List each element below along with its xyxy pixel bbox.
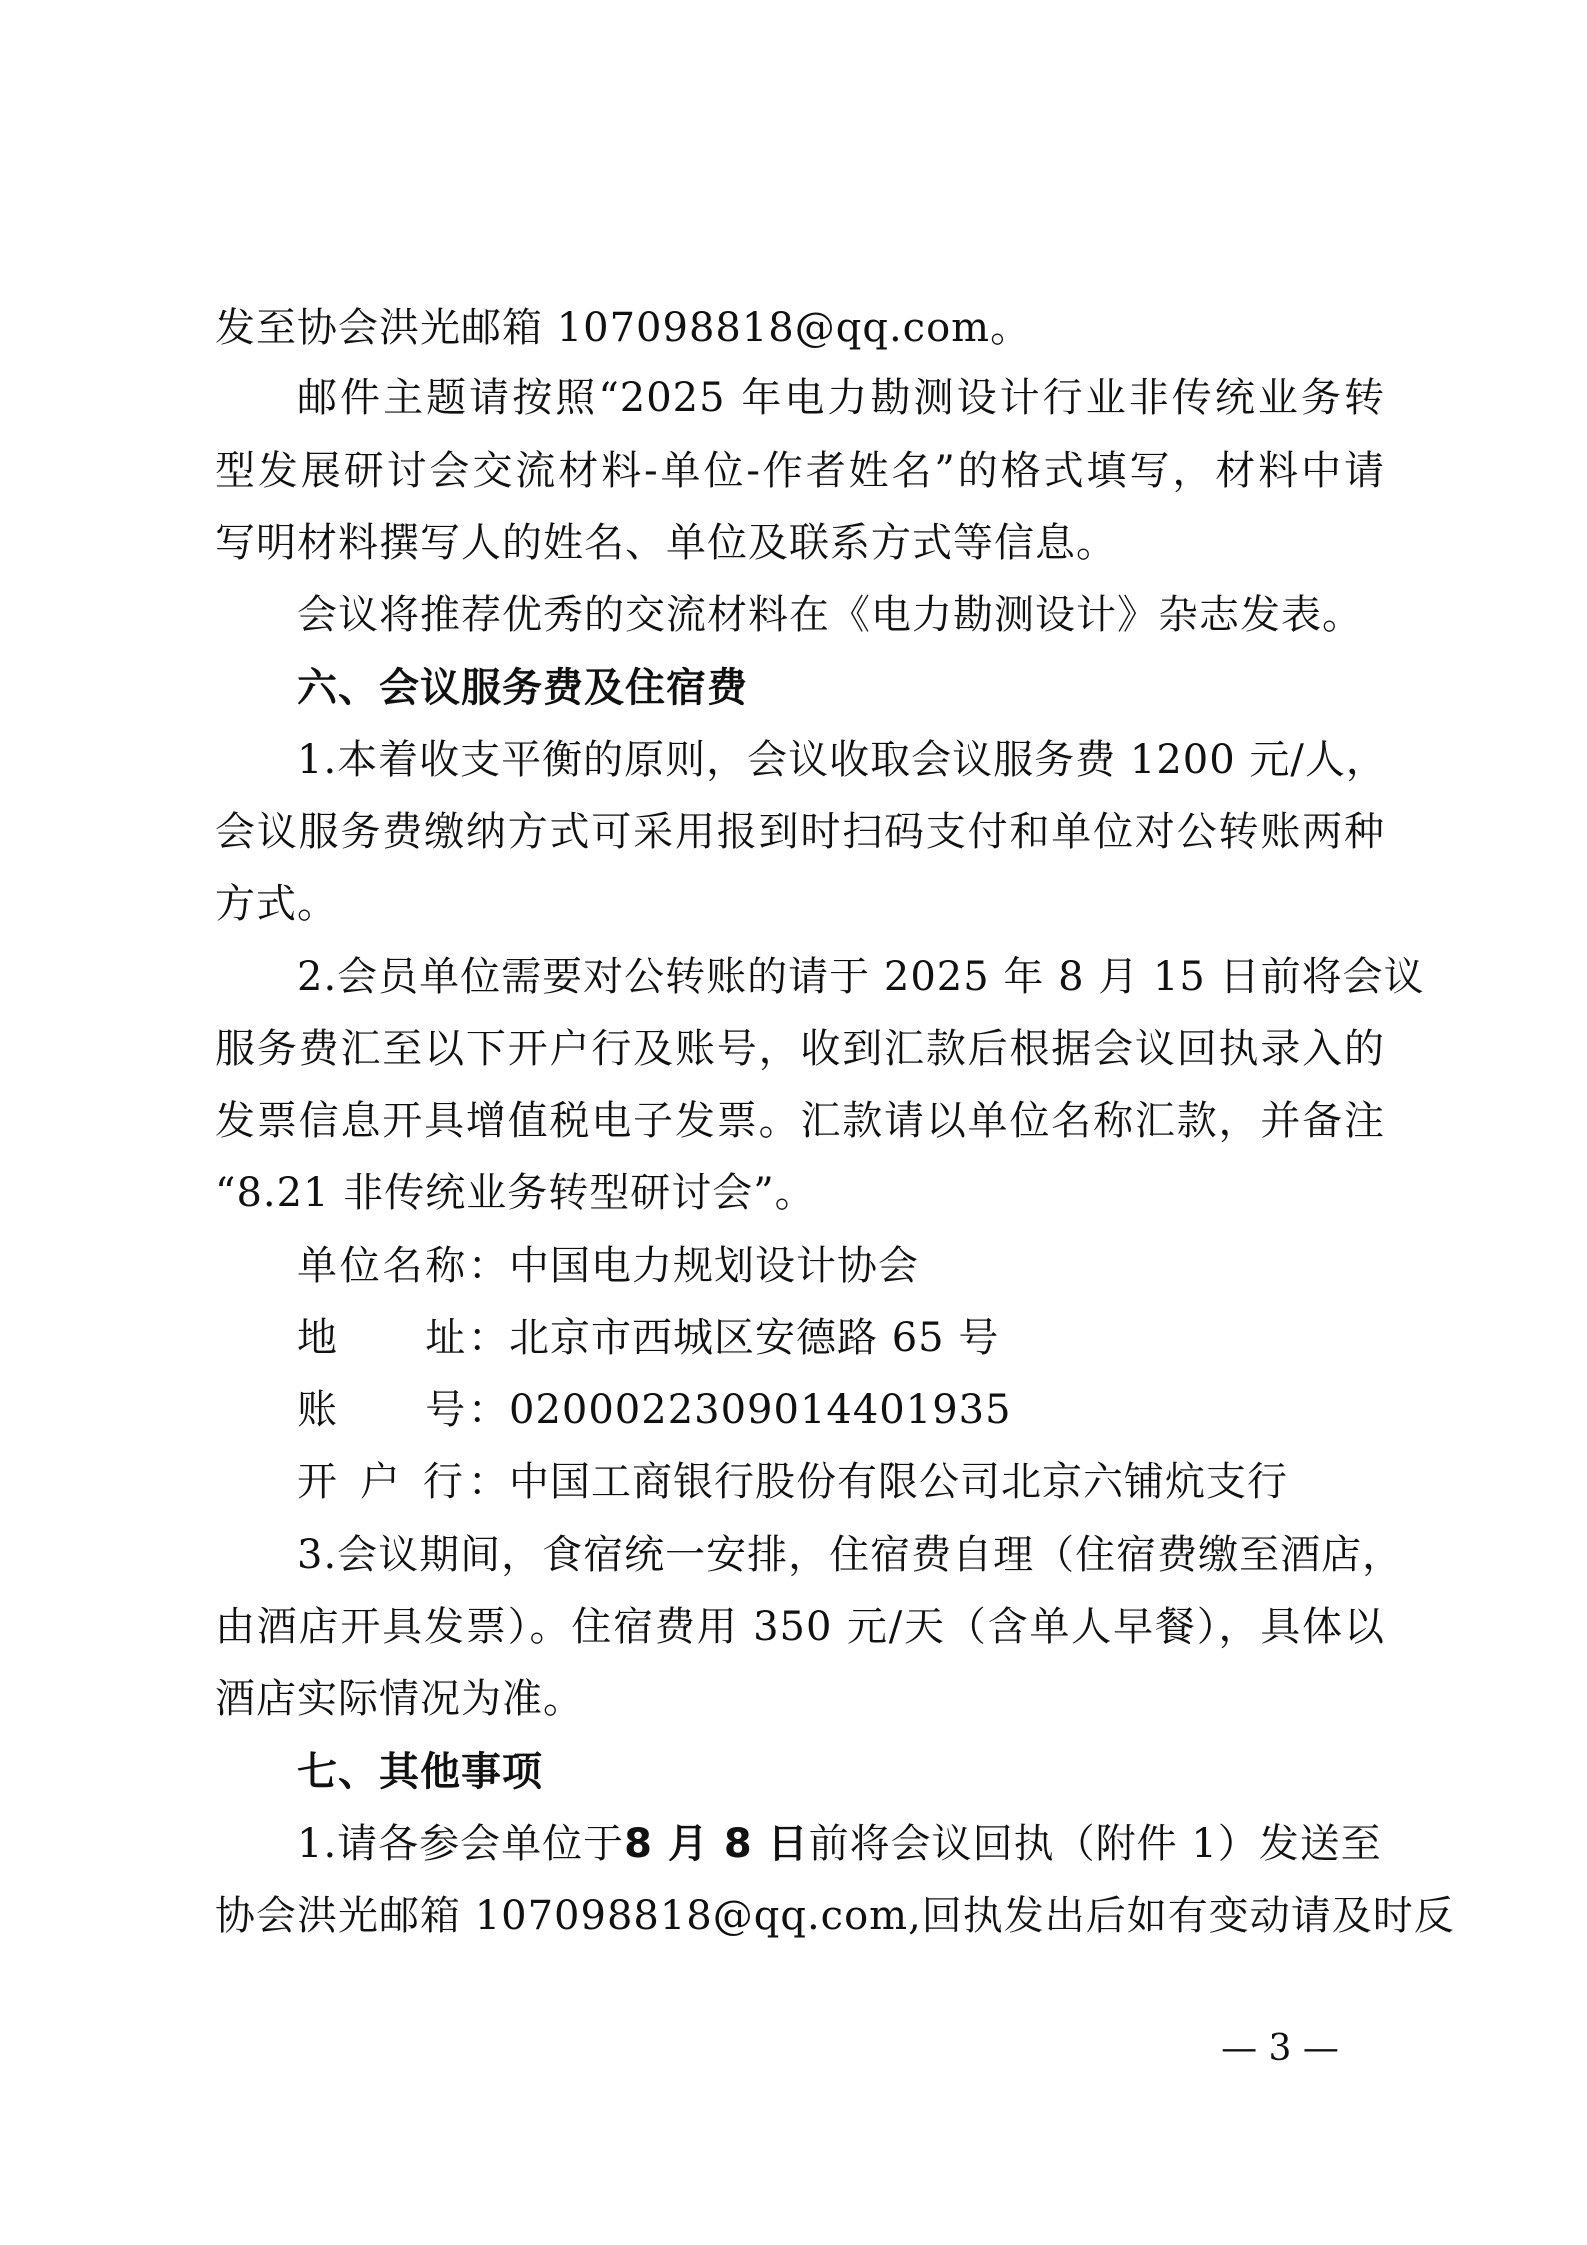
account-label: 账 号： <box>297 1387 509 1433</box>
account-label: 单位名称： <box>297 1243 509 1289</box>
account-value: 中国电力规划设计协会 <box>509 1243 919 1289</box>
paragraph-line: 会议服务费缴纳方式可采用报到时扫码支付和单位对公转账两种 <box>215 809 1385 855</box>
text-segment: 1.请各参会单位于 <box>297 1821 625 1867</box>
section-heading: 七、其他事项 <box>297 1749 543 1795</box>
paragraph-line: 发至协会洪光邮箱 107098818@qq.com。 <box>215 305 1032 351</box>
paragraph-line: 会议将推荐优秀的交流材料在《电力勘测设计》杂志发表。 <box>297 592 1363 638</box>
account-value: 北京市西城区安德路 65 号 <box>509 1315 1000 1361</box>
paragraph-line: 邮件主题请按照“2025 年电力勘测设计行业非传统业务转 <box>297 375 1385 421</box>
paragraph-line: 写明材料撰写人的姓名、单位及联系方式等信息。 <box>215 520 1117 566</box>
account-label: 地 址： <box>297 1315 509 1361</box>
account-row <box>297 1384 1467 1436</box>
account-value: 0200022309014401935 <box>509 1387 1012 1433</box>
account-row <box>297 1240 1467 1292</box>
paragraph-line: 发票信息开具增值税电子发票。汇款请以单位名称汇款，并备注 <box>215 1098 1385 1144</box>
paragraph-line: 酒店实际情况为准。 <box>215 1676 584 1722</box>
paragraph-line: 服务费汇至以下开户行及账号，收到汇款后根据会议回执录入的 <box>215 1026 1385 1072</box>
paragraph-line: 2.会员单位需要对公转账的请于 2025 年 8 月 15 日前将会议 <box>297 954 1425 1000</box>
account-value: 中国工商银行股份有限公司北京六铺炕支行 <box>509 1459 1288 1505</box>
text-segment: 前将会议回执（附件 1）发送至 <box>808 1821 1382 1867</box>
paragraph-line <box>297 1818 1385 1870</box>
paragraph-line: “8.21 非传统业务转型研讨会”。 <box>215 1170 816 1216</box>
account-label: 开 户 行： <box>297 1459 509 1505</box>
paragraph-line: 3.会议期间，食宿统一安排，住宿费自理（住宿费缴至酒店， <box>297 1532 1404 1578</box>
paragraph-line: 协会洪光邮箱 107098818@qq.com,回执发出后如有变动请及时反 <box>215 1893 1455 1939</box>
account-row <box>297 1312 1467 1364</box>
paragraph-line: 1.本着收支平衡的原则，会议收取会议服务费 1200 元/人， <box>297 737 1387 783</box>
page-number: — 3 — <box>1221 2028 1339 2069</box>
deadline-date: 8 月 8 日 <box>624 1821 809 1867</box>
account-row <box>297 1456 1467 1508</box>
paragraph-line: 型发展研讨会交流材料-单位-作者姓名”的格式填写，材料中请 <box>215 448 1385 494</box>
paragraph-line: 方式。 <box>215 881 338 927</box>
section-heading: 六、会议服务费及住宿费 <box>297 665 748 711</box>
paragraph-line: 由酒店开具发票）。住宿费用 350 元/天（含单人早餐），具体以 <box>215 1604 1385 1650</box>
